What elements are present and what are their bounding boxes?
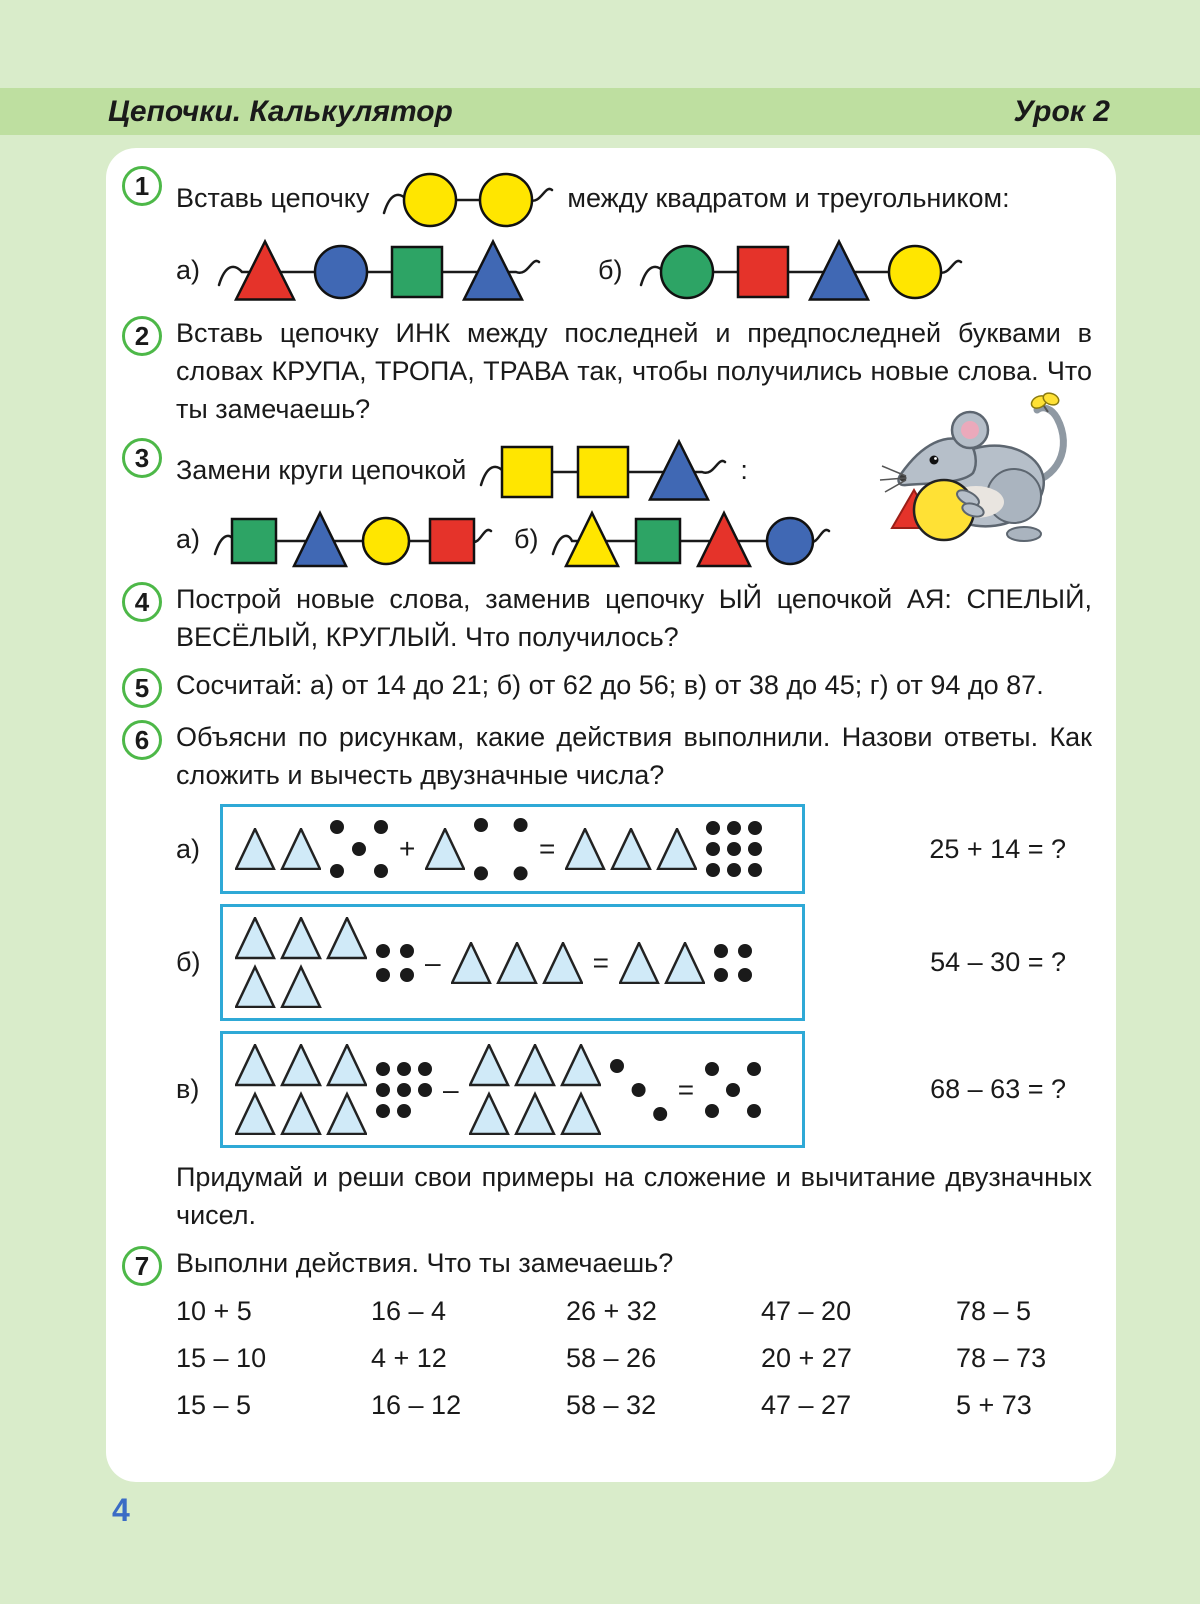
task-1a-label: а) [176,255,201,285]
task-6-followup-text: Придумай и реши свои примеры на сложение и вычитание двузначных чисел. [176,1162,1092,1231]
exercise-cell: 15 – 10 [176,1343,267,1374]
operator-equals: = [538,833,556,865]
task-6-number: 6 [122,720,162,760]
chain-insert-two-yellow-circles [381,164,555,232]
exercise-cell: 47 – 20 [761,1296,852,1327]
task-1 [122,164,1092,304]
task-1-text-after: между квадратом и треугольником: [567,183,1010,213]
dots-five_small [704,1061,762,1119]
task-3-number: 3 [122,438,162,478]
page-number: 4 [112,1492,130,1528]
task-7 [122,1244,1092,1286]
triangle-group [619,942,705,984]
diagram-v-label: в) [176,1074,200,1105]
mouse-whiskers [880,466,906,492]
dots-four [713,943,753,983]
diagram-box-a [220,804,805,894]
task-6 [122,718,1092,794]
triangle-group [425,828,465,870]
diagram-a-label: а) [176,833,201,864]
exercise-cell: 20 + 27 [761,1343,852,1374]
content-card [106,148,1116,1482]
task-5-number: 5 [122,668,162,708]
exercise-cell: 26 + 32 [566,1296,657,1327]
chain-replace-squares-triangle [478,436,728,504]
dots-three_diag [609,1058,668,1122]
dots-eight [375,1061,433,1119]
triangle-group [235,828,321,870]
task-3b-label: б) [514,524,539,554]
operator-plus: + [399,833,416,865]
task-1b-label: б) [598,255,623,285]
diagram-row-v [176,1031,1092,1148]
operator-minus: – [443,1073,459,1105]
equation-a: 25 + 14 = ? [929,833,1066,864]
task-4-text: Построй новые слова, заменив цепочку ЫЙ цепочкой АЯ: СПЕЛЫЙ, ВЕСЁЛЫЙ, КРУГЛЫЙ. Что получилось? [176,584,1092,652]
exercise-cell: 78 – 73 [956,1343,1047,1374]
exercise-cell: 10 + 5 [176,1296,252,1327]
equation-b: 54 – 30 = ? [930,947,1066,978]
exercise-cell: 5 + 73 [956,1390,1032,1421]
task-7-number: 7 [122,1246,162,1286]
task-1-number: 1 [122,166,162,206]
exercise-cell: 58 – 32 [566,1390,657,1421]
exercise-cell: 4 + 12 [371,1343,447,1374]
diagram-row-a [176,804,1092,894]
task-2-number: 2 [122,316,162,356]
mouse-illustration [876,386,1076,558]
mouse-eye [930,456,939,465]
diagram-row-b [176,904,1092,1021]
diagram-b-label: б) [176,947,201,978]
task-3-text-before: Замени круги цепочкой [176,455,467,485]
chain-1a [216,236,542,304]
exercise-cell: 15 – 5 [176,1390,252,1421]
mouse-eye-glint [934,457,937,460]
task-5-text: Сосчитай: а) от 14 до 21; б) от 62 до 56; в) от 38 до 45; г) от 94 до 87. [176,670,1044,700]
dots-four [375,943,415,983]
triangle-group [469,1044,601,1135]
dots-five [329,819,389,879]
task-1-text-before: Вставь цепочку [176,183,370,213]
task-3a-label: а) [176,524,201,554]
exercise-cell: 58 – 26 [566,1343,657,1374]
diagram-box-b [220,904,805,1021]
equation-v: 68 – 63 = ? [930,1074,1066,1105]
operator-equals: = [677,1073,695,1105]
page-title: Цепочки. Калькулятор [108,94,453,128]
triangle-group [451,942,583,984]
exercise-cell: 47 – 27 [761,1390,852,1421]
mouse-inner-ear [961,421,979,439]
task-7-text: Выполни действия. Что ты замечаешь? [176,1248,674,1279]
triangle-group [235,1044,367,1135]
chain-1b [638,236,964,304]
exercise-grid [176,1296,1092,1421]
lesson-label: Урок 2 [1013,94,1110,128]
chain-3a [212,508,494,570]
exercise-cell: 78 – 5 [956,1296,1032,1327]
task-4-number: 4 [122,582,162,622]
task-5 [122,666,1092,708]
chain-3b [550,508,832,570]
operator-equals: = [592,946,609,978]
mouse-hind-foot [1007,527,1041,541]
exercise-cell: 16 – 12 [371,1390,462,1421]
task-4 [122,580,1092,656]
task-2-text: Вставь цепочку ИНК между последней и предпоследней буквами в словах КРУПА, ТРОПА, ТРАВА так, чтобы получились новые слова. Что ты замечаешь? [176,318,1092,424]
header-band [0,88,1200,135]
triangle-group [565,828,697,870]
operator-minus: – [425,946,441,978]
exercise-cell: 16 – 4 [371,1296,447,1327]
task-6-text: Объясни по рисункам, какие действия выполнили. Назови ответы. Как сложить и вычесть двузначные числа? [176,722,1092,790]
triangle-group [235,917,367,1008]
diagram-box-v [220,1031,805,1148]
task-3-text-after: : [740,455,748,485]
dots-nine [705,820,763,878]
dots-four_wide [473,817,529,881]
